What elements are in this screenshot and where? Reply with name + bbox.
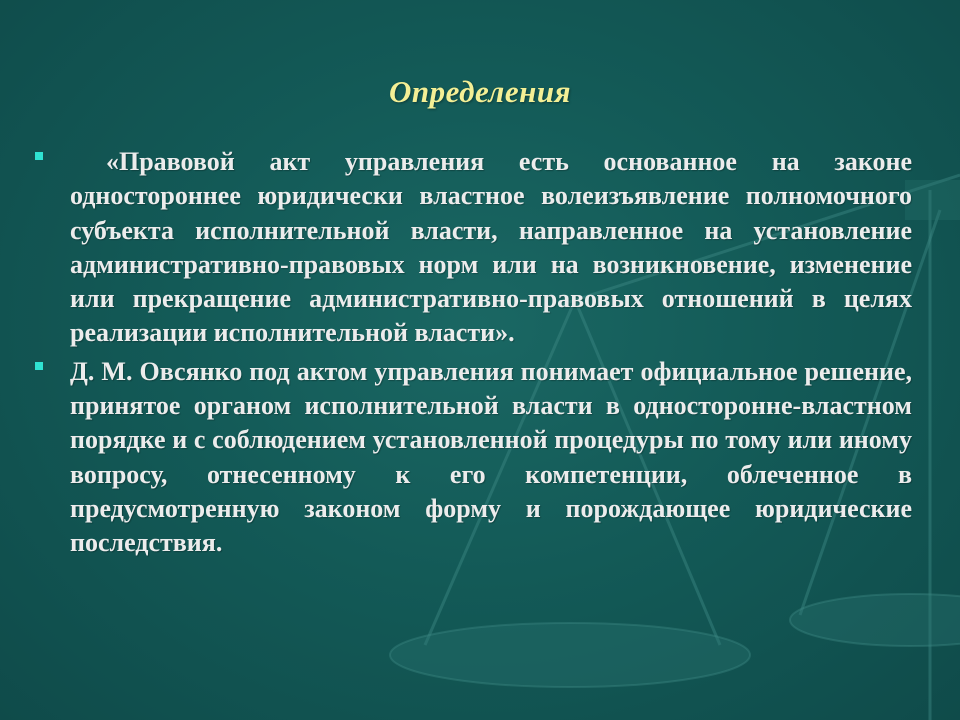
bullet-list: [30, 145, 912, 565]
list-item: [30, 355, 912, 561]
definition-text-1: «Правовой акт управления есть основанное на законе одностороннее юридически властное волеизъявление полномочного субъекта исполнительной власти, направленное на установление административно-правовых норм или на возникновение, изменение или прекращение административно-правовых отношений в целях реализации исполнительной власти».: [70, 147, 912, 348]
slide-title: Определения: [388, 74, 572, 109]
list-item: [30, 145, 912, 351]
square-bullet-icon: [35, 362, 43, 370]
square-bullet-icon: [35, 152, 43, 160]
definition-text-2: Д. М. Овсянко под актом управления понимает официальное решение, принятое органом исполнительной власти в односторонне-властном порядке и с соблюдением установленной процедуры по тому или иному вопросу, отнесенному к его компетенции, облеченное в предусмотренную законом форму и порождающее юридические последствия.: [70, 356, 912, 558]
